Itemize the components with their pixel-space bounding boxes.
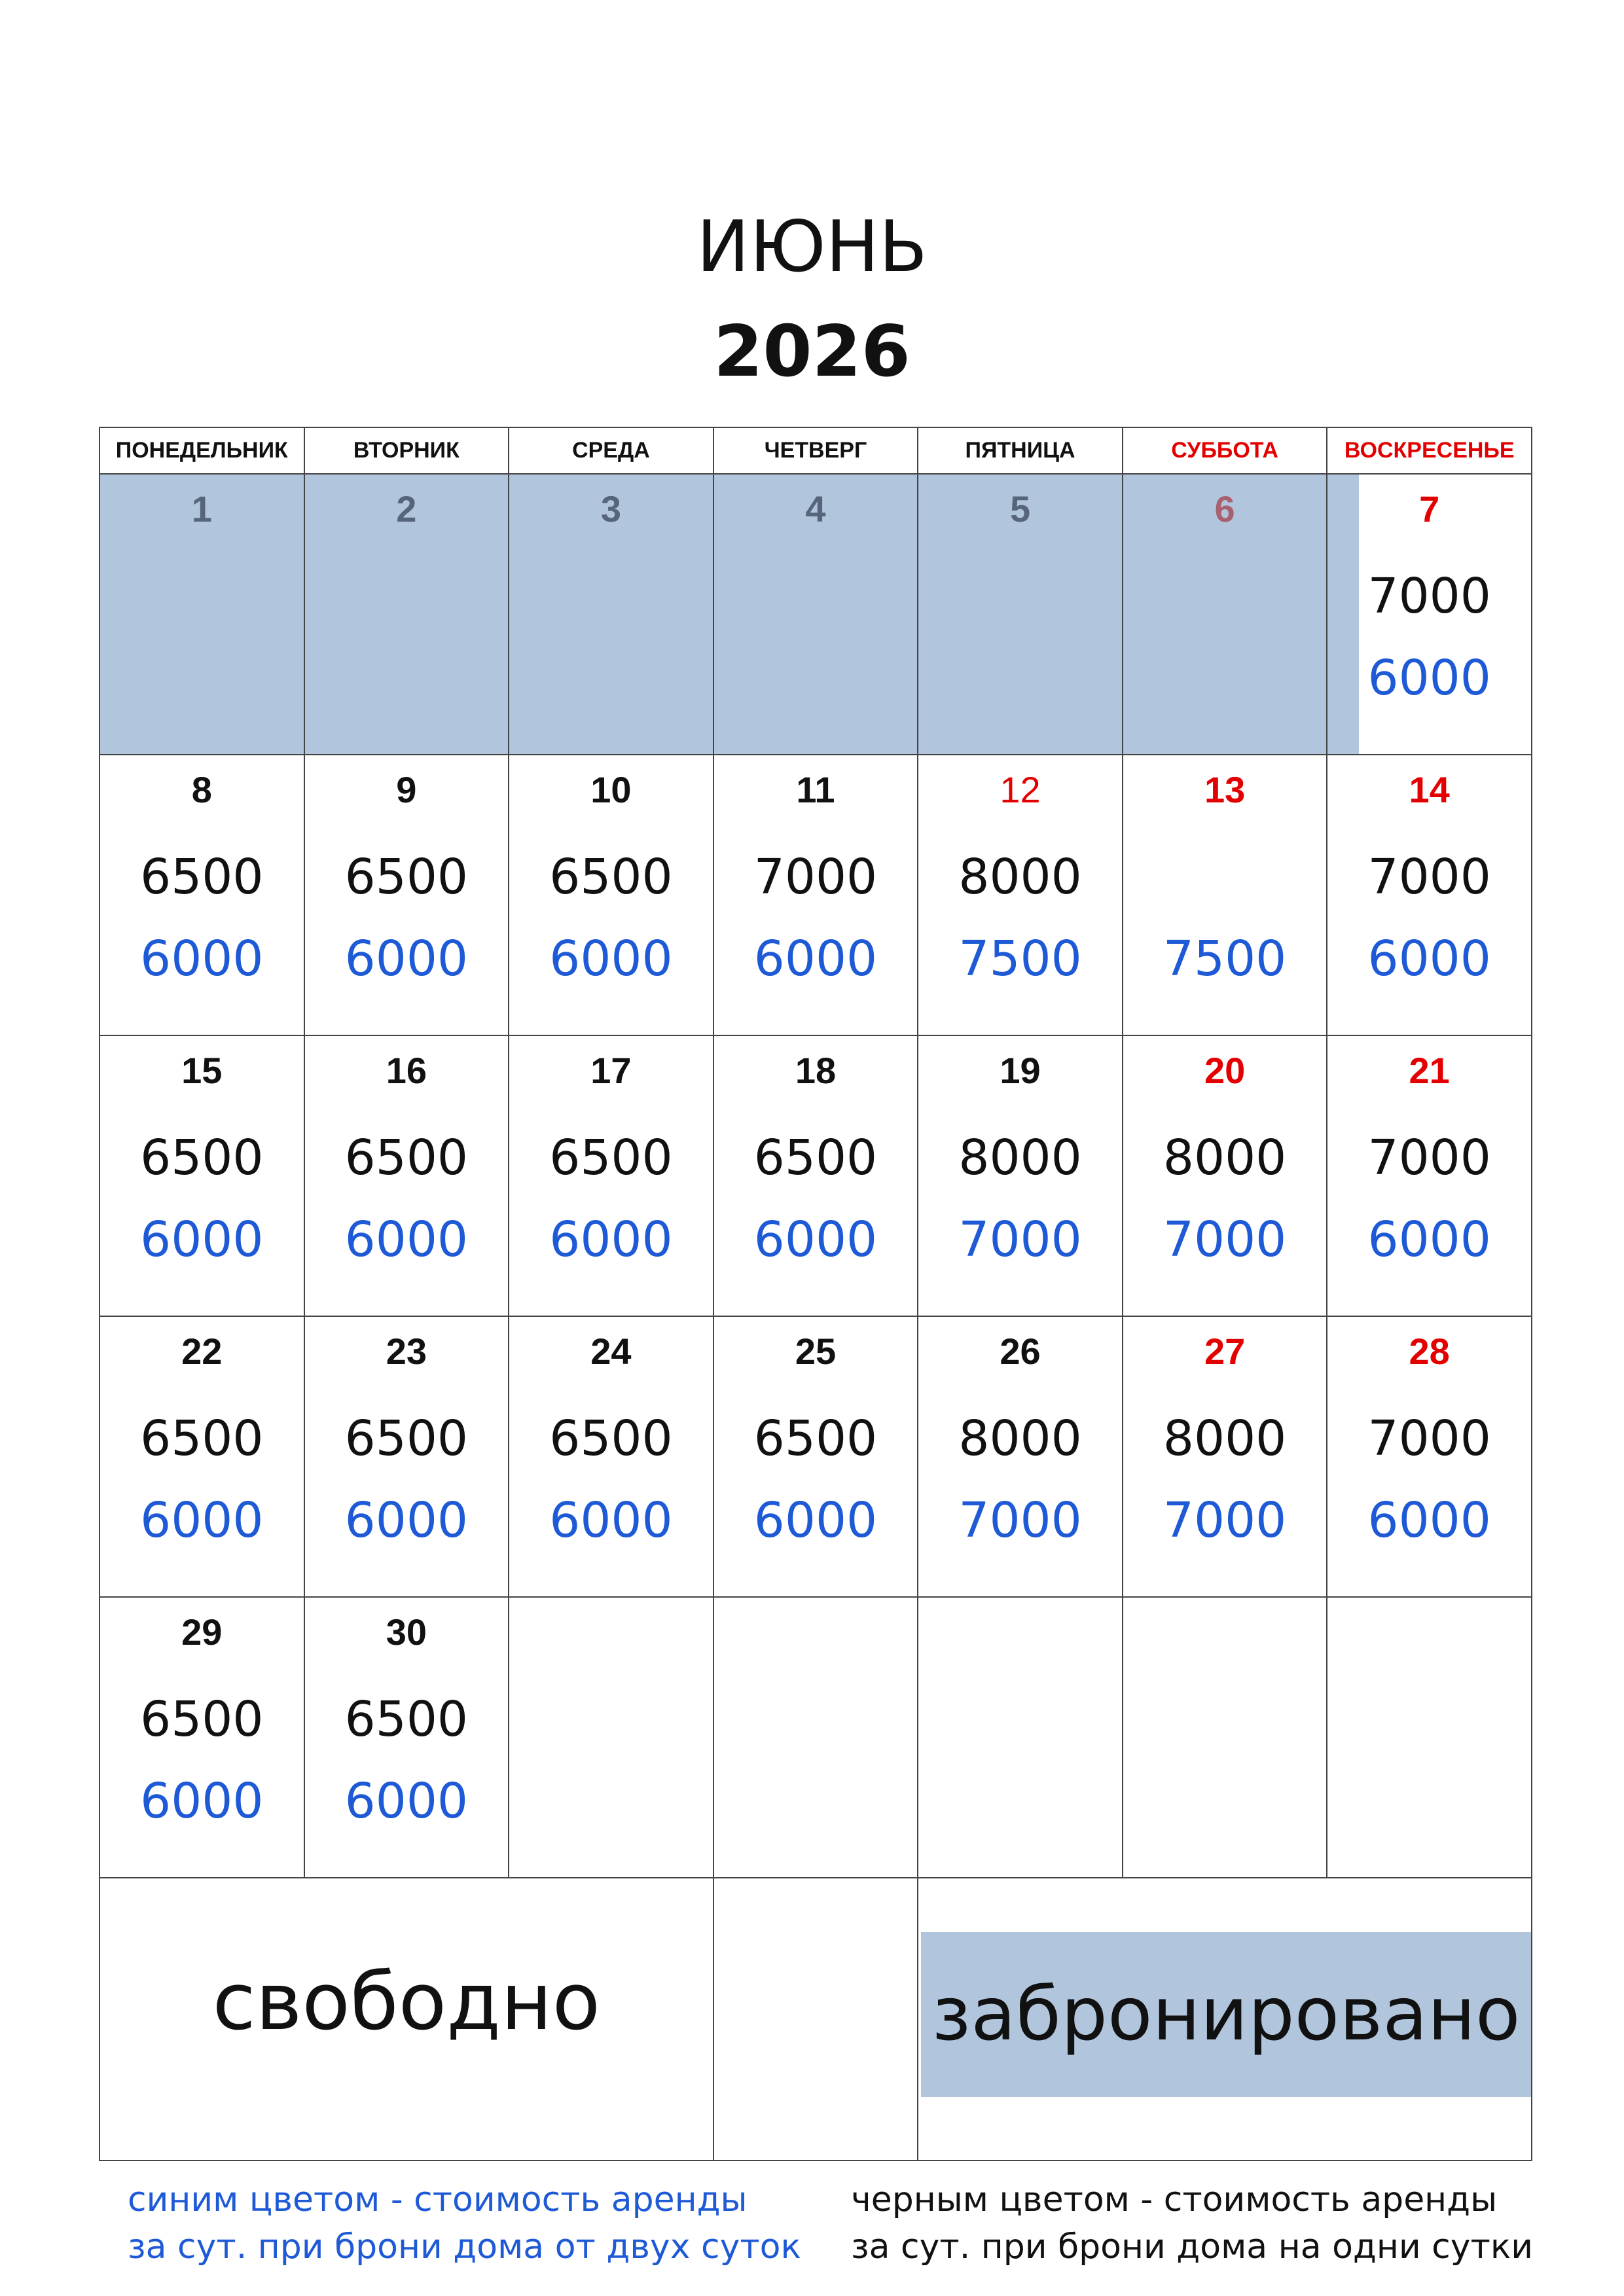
price-two-days: 6000 xyxy=(753,1492,878,1549)
price-one-day: 7000 xyxy=(1367,849,1491,905)
calendar-day-cell xyxy=(1123,1035,1327,1316)
calendar-day-cell xyxy=(918,1035,1123,1316)
calendar-empty-cell xyxy=(713,1597,918,1878)
calendar-day-cell xyxy=(509,474,713,755)
legend-free-cell xyxy=(99,1878,713,2161)
month-title: ИЮНЬ xyxy=(696,206,928,288)
day-number: 2 xyxy=(396,488,417,529)
price-two-days: 6000 xyxy=(344,931,468,987)
calendar-day-cell xyxy=(713,755,918,1035)
legend-booked-label: забронировано xyxy=(921,1932,1531,2097)
day-number: 4 xyxy=(805,488,826,529)
price-one-day: 6500 xyxy=(549,849,673,905)
weekday-header-row xyxy=(99,427,1532,474)
note-black-line-1: черным цветом - стоимость аренды xyxy=(851,2180,1498,2219)
calendar-week-row xyxy=(99,474,1532,755)
note-one-day-price xyxy=(851,2176,1533,2270)
day-number: 19 xyxy=(1000,1050,1041,1091)
price-two-days: 6000 xyxy=(1367,1492,1491,1549)
price-two-days: 6000 xyxy=(1367,931,1491,987)
calendar-empty-cell xyxy=(1327,1597,1532,1878)
calendar-week-row xyxy=(99,1316,1532,1597)
day-number: 15 xyxy=(181,1050,223,1091)
day-number: 23 xyxy=(386,1331,427,1372)
calendar-day-cell xyxy=(509,1035,713,1316)
day-number: 11 xyxy=(796,769,835,810)
calendar-empty-cell xyxy=(1123,1597,1327,1878)
calendar-day-cell xyxy=(304,1316,509,1597)
legend-free-label: свободно xyxy=(212,1957,601,2048)
calendar-day-cell xyxy=(509,1316,713,1597)
day-number: 17 xyxy=(590,1050,632,1091)
calendar-day-cell xyxy=(1327,1035,1532,1316)
calendar-week-row xyxy=(99,755,1532,1035)
day-number: 14 xyxy=(1409,769,1450,810)
calendar-grid xyxy=(99,427,1532,2161)
price-one-day: 6500 xyxy=(344,1410,468,1467)
calendar-day-cell xyxy=(304,1597,509,1878)
day-number: 10 xyxy=(590,769,632,810)
calendar-day-cell xyxy=(99,474,304,755)
note-black-line-2: за сут. при брони дома на одни сутки xyxy=(851,2227,1534,2267)
price-two-days: 6000 xyxy=(753,931,878,987)
year-title: 2026 xyxy=(713,311,911,393)
price-one-day: 6500 xyxy=(344,1130,468,1186)
price-two-days: 7000 xyxy=(1163,1492,1287,1549)
weekday-header-thu: ЧЕТВЕРГ xyxy=(713,427,918,474)
day-number: 24 xyxy=(590,1331,632,1372)
price-one-day: 7000 xyxy=(1367,1410,1491,1467)
day-number: 25 xyxy=(795,1331,837,1372)
price-one-day: 6500 xyxy=(753,1410,878,1467)
price-two-days: 6000 xyxy=(140,931,264,987)
calendar-day-cell xyxy=(918,474,1123,755)
calendar-day-cell xyxy=(918,1316,1123,1597)
price-two-days: 7500 xyxy=(1163,931,1287,987)
day-number: 5 xyxy=(1009,488,1031,529)
day-number: 28 xyxy=(1409,1331,1450,1372)
calendar-day-cell xyxy=(99,1035,304,1316)
calendar-day-cell xyxy=(1327,474,1532,755)
price-one-day: 6500 xyxy=(549,1130,673,1186)
price-two-days: 6000 xyxy=(549,1211,673,1268)
price-one-day: 6500 xyxy=(344,1691,468,1748)
day-number: 21 xyxy=(1409,1050,1450,1091)
legend-spacer-cell xyxy=(713,1878,918,2161)
day-number: 26 xyxy=(1000,1331,1041,1372)
price-one-day: 6500 xyxy=(140,1130,264,1186)
price-two-days: 6000 xyxy=(1367,1211,1491,1268)
day-number: 27 xyxy=(1204,1331,1246,1372)
price-two-days: 7500 xyxy=(958,931,1082,987)
calendar-day-cell xyxy=(1327,1316,1532,1597)
calendar-day-cell xyxy=(304,474,509,755)
day-number: 8 xyxy=(191,769,212,810)
calendar-day-cell xyxy=(713,1035,918,1316)
day-number: 1 xyxy=(191,488,212,529)
price-two-days: 6000 xyxy=(1367,650,1491,706)
day-number: 12 xyxy=(1000,769,1041,810)
price-one-day: 6500 xyxy=(140,1410,264,1467)
price-one-day: 6500 xyxy=(140,1691,264,1748)
note-blue-line-1: синим цветом - стоимость аренды xyxy=(128,2180,748,2219)
calendar-day-cell xyxy=(304,1035,509,1316)
day-number: 16 xyxy=(386,1050,427,1091)
day-number: 13 xyxy=(1204,769,1246,810)
price-two-days: 6000 xyxy=(140,1211,264,1268)
note-blue-line-2: за сут. при брони дома от двух суток xyxy=(128,2227,801,2267)
price-one-day: 7000 xyxy=(1367,568,1491,624)
calendar-day-cell xyxy=(304,755,509,1035)
price-one-day: 6500 xyxy=(549,1410,673,1467)
price-two-days: 6000 xyxy=(344,1773,468,1829)
price-one-day: 8000 xyxy=(958,1130,1082,1186)
weekday-header-sun: ВОСКРЕСЕНЬЕ xyxy=(1327,427,1532,474)
day-number: 6 xyxy=(1214,488,1235,529)
price-two-days: 6000 xyxy=(140,1773,264,1829)
calendar-day-cell xyxy=(99,1316,304,1597)
day-number: 22 xyxy=(181,1331,223,1372)
price-one-day: 8000 xyxy=(1163,1130,1287,1186)
price-one-day: 7000 xyxy=(1367,1130,1491,1186)
weekday-header-mon: ПОНЕДЕЛЬНИК xyxy=(99,427,304,474)
weekday-header-fri: ПЯТНИЦА xyxy=(918,427,1123,474)
calendar-week-row xyxy=(99,1035,1532,1316)
calendar-day-cell xyxy=(99,755,304,1035)
day-number: 30 xyxy=(386,1611,427,1653)
calendar-empty-cell xyxy=(918,1597,1123,1878)
legend-booked-cell xyxy=(918,1878,1532,2161)
price-two-days: 7000 xyxy=(1163,1211,1287,1268)
price-two-days: 6000 xyxy=(344,1211,468,1268)
calendar-day-cell xyxy=(918,755,1123,1035)
price-one-day: 6500 xyxy=(140,849,264,905)
price-two-days: 7000 xyxy=(958,1211,1082,1268)
day-number: 20 xyxy=(1204,1050,1246,1091)
calendar-day-cell xyxy=(509,755,713,1035)
note-two-days-price xyxy=(128,2176,801,2270)
day-number: 7 xyxy=(1419,488,1440,529)
calendar-empty-cell xyxy=(509,1597,713,1878)
price-one-day: 6500 xyxy=(344,849,468,905)
calendar-day-cell xyxy=(713,1316,918,1597)
weekday-header-sat: СУББОТА xyxy=(1123,427,1327,474)
calendar-day-cell xyxy=(713,474,918,755)
price-two-days: 6000 xyxy=(140,1492,264,1549)
weekday-header-tue: ВТОРНИК xyxy=(304,427,509,474)
price-two-days: 6000 xyxy=(549,931,673,987)
day-number: 29 xyxy=(181,1611,223,1653)
price-one-day: 6500 xyxy=(753,1130,878,1186)
calendar-day-cell xyxy=(1327,755,1532,1035)
legend-row xyxy=(99,1878,1532,2161)
price-two-days: 7000 xyxy=(958,1492,1082,1549)
calendar-day-cell xyxy=(1123,1316,1327,1597)
price-two-days: 6000 xyxy=(549,1492,673,1549)
price-one-day: 8000 xyxy=(958,849,1082,905)
price-one-day: 8000 xyxy=(958,1410,1082,1467)
price-one-day: 8000 xyxy=(1163,1410,1287,1467)
calendar-week-row xyxy=(99,1597,1532,1878)
calendar-day-cell xyxy=(1123,474,1327,755)
weekday-header-wed: СРЕДА xyxy=(509,427,713,474)
price-two-days: 6000 xyxy=(344,1492,468,1549)
day-number: 3 xyxy=(600,488,621,529)
price-one-day: 7000 xyxy=(753,849,878,905)
day-number: 9 xyxy=(396,769,417,810)
day-number: 18 xyxy=(795,1050,837,1091)
price-two-days: 6000 xyxy=(753,1211,878,1268)
calendar-day-cell xyxy=(99,1597,304,1878)
calendar-day-cell xyxy=(1123,755,1327,1035)
